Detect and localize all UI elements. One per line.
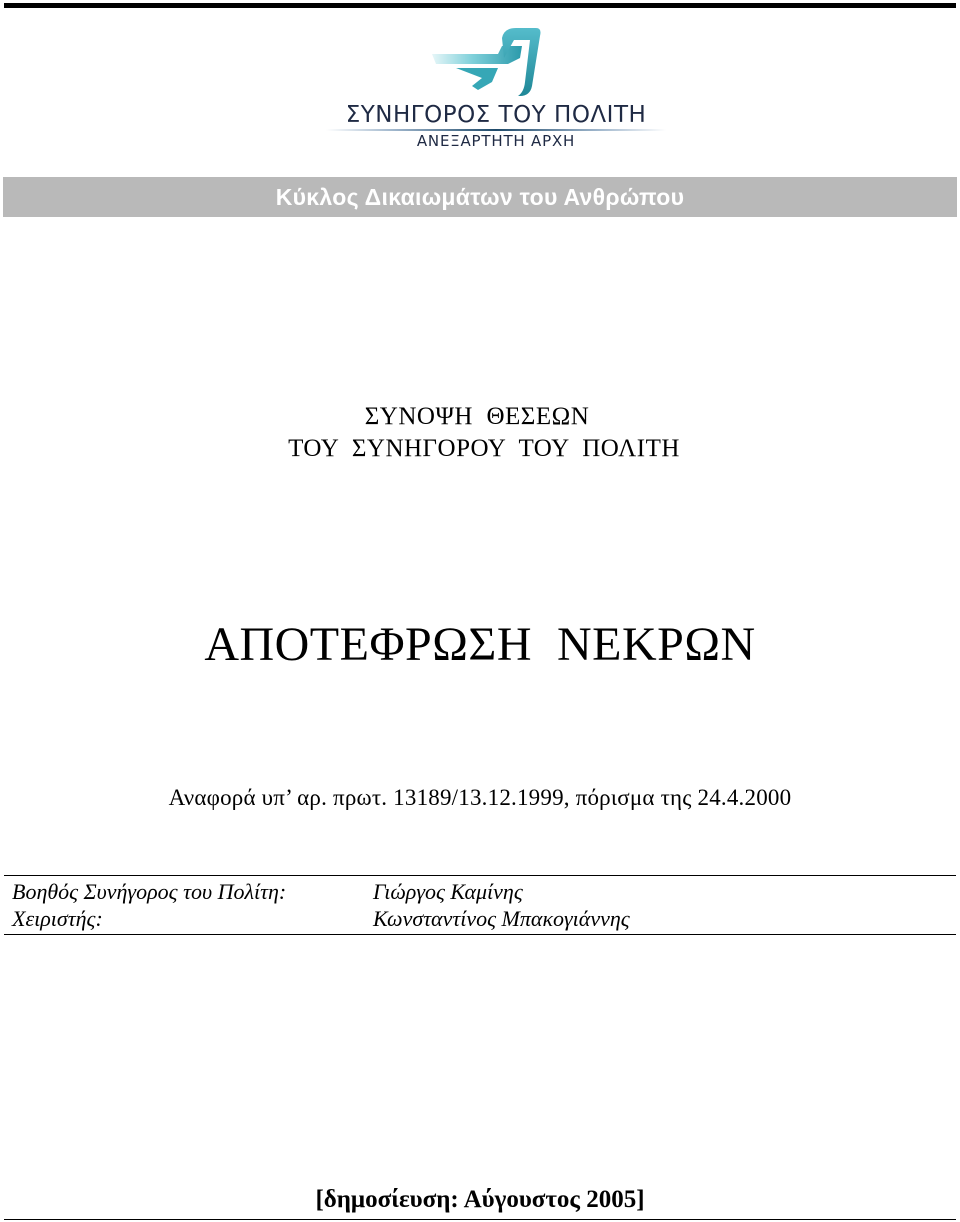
reference-line: Αναφορά υπ’ αρ. πρωτ. 13189/13.12.1999, πόρισμα της 24.4.2000 — [168, 785, 792, 810]
logo-divider — [326, 129, 666, 131]
credit-label-handler: Χειριστής: — [12, 906, 103, 931]
top-rule — [4, 3, 956, 8]
credits-bottom-rule — [4, 934, 956, 935]
publication-date: [δημοσίευση: Αύγουστος 2005] — [315, 1186, 645, 1213]
ombudsman-logo — [320, 22, 672, 152]
logo-name: ΣΥΝΗΓΟΡΟΣ ΤΟΥ ΠΟΛΙΤΗ — [345, 102, 647, 128]
credit-value-handler: Κωνσταντίνος Μπακογιάννης — [373, 906, 630, 931]
summary-line-1: ΣΥΝΟΨΗ ΘΕΣΕΩΝ — [364, 403, 590, 430]
ombudsman-logo-icon — [428, 24, 548, 100]
credit-value-deputy: Γιώργος Καμίνης — [373, 879, 523, 904]
logo-subtitle: ΑΝΕΞΑΡΤΗΤΗ ΑΡΧΗ — [416, 132, 576, 150]
credits-top-rule — [4, 875, 956, 876]
banner-title: Κύκλος Δικαιωμάτων του Ανθρώπου — [275, 184, 685, 210]
page-title: ΑΠΟΤΕΦΡΩΣΗ ΝΕΚΡΩΝ — [204, 618, 756, 671]
credit-label-deputy: Βοηθός Συνήγορος του Πολίτη: — [12, 879, 287, 904]
summary-line-2: ΤΟΥ ΣΥΝΗΓΟΡΟΥ ΤΟΥ ΠΟΛΙΤΗ — [288, 435, 680, 462]
series-banner — [3, 177, 957, 217]
bottom-rule — [4, 1219, 956, 1220]
